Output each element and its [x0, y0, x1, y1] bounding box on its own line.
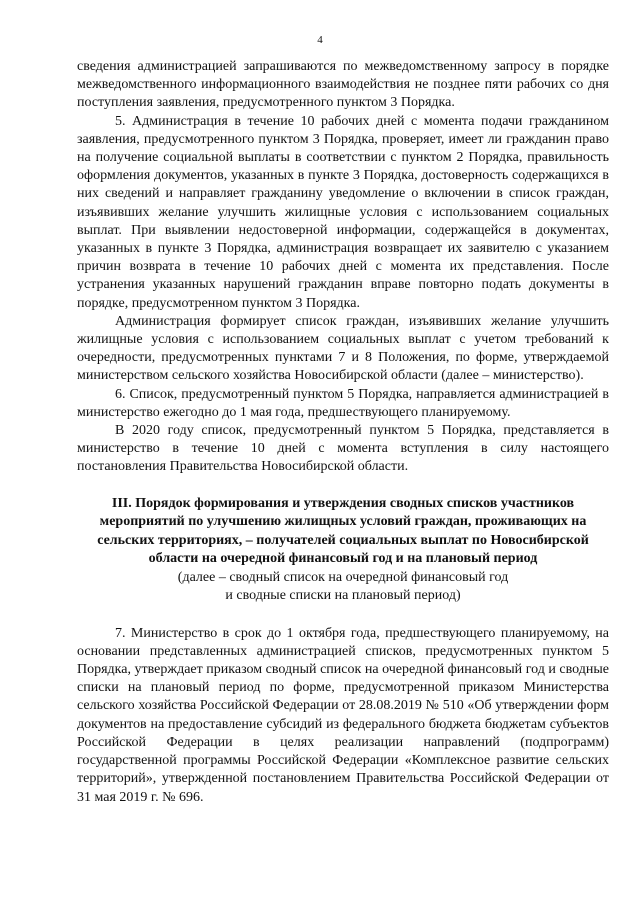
section-heading-line: III. Порядок формирования и утверждения сводных списков участников — [111, 495, 575, 511]
section-heading — [77, 495, 609, 569]
section-subtitle — [77, 569, 609, 606]
document-body — [77, 58, 609, 807]
section-subtitle-line: и сводные списки на плановый период) — [225, 588, 461, 604]
section-heading-line: области на очередной финансовый год и на плановый период — [148, 551, 538, 567]
paragraph-2020-list: В 2020 году список, предусмотренный пунктом 5 Порядка, представляется в министерство в течение 10 дней с момента вступления в силу настоящего постановления Правительства Новосибирской области. — [77, 423, 609, 475]
section-subtitle-line: (далее – сводный список на очередной финансовый год — [177, 569, 509, 585]
paragraph-list-formation: Администрация формирует список граждан, изъявивших желание улучшить жилищные условия с использованием социальных выплат с учетом требований к очередности, предусмотренных пунктами 7 и 8 Положения, по форме, утверждаемой министерством сельского хозяйства Новосибирской области (далее – министерство). — [77, 313, 609, 384]
section-heading-line: мероприятий по улучшению жилищных условий граждан, проживающих на — [99, 514, 587, 530]
paragraph-item-5: 5. Администрация в течение 10 рабочих дней с момента подачи гражданином заявления, предусмотренного пунктом 3 Порядка, проверяет, имеет ли гражданин право на получение социальной выплаты в соответствии с пунктом 2 Порядка, правильность оформления документов, указанных в пункте 3 Порядка, достоверность содержащихся в них сведений и направляет гражданину уведомление о включении в список граждан, изъявивших желание улучшить жилищные условия с использованием социальных выплат. При выявлении недостоверной информации, содержащейся в документах, указанных в пункте 3 Порядка, администрация возвращает их заявителю с указанием причин возврата в течение 10 рабочих дней с момента их представления. После устранения указанных нарушений гражданин вправе повторно подать документы в порядке, предусмотренном пунктом 3 Порядка. — [77, 113, 609, 311]
paragraph-item-6: 6. Список, предусмотренный пунктом 5 Порядка, направляется администрацией в министерство ежегодно до 1 мая года, предшествующего планируемому. — [77, 386, 609, 420]
page-number: 4 — [317, 34, 323, 46]
section-heading-line: сельских территориях, – получателей социальных выплат по Новосибирской — [97, 532, 589, 548]
paragraph-continuation: сведения администрацией запрашиваются по межведомственному запросу в порядке межведомственного информационного взаимодействия не позднее пяти рабочих со дня поступления заявления, предусмотренного пунктом 3 Порядка. — [77, 59, 609, 111]
paragraph-item-7: 7. Министерство в срок до 1 октября года, предшествующего планируемому, на основании представленных администрацией списков, предусмотренных пунктом 5 Порядка, утверждает приказом сводный список на очередной финансовый год и сводные списки на плановый период по форме, предусмотренной приказом Министерства сельского хозяйства Российской Федерации от 28.08.2019 № 510 «Об утверждении форм документов на предоставление субсидий из федерального бюджета бюджетам субъектов Российской Федерации в целях реализации направлений (подпрограмм) государственной программы Российской Федерации «Комплексное развитие сельских территорий», утвержденной постановлением Правительства Российской Федерации от 31 мая 2019 г. № 696. — [77, 625, 609, 805]
